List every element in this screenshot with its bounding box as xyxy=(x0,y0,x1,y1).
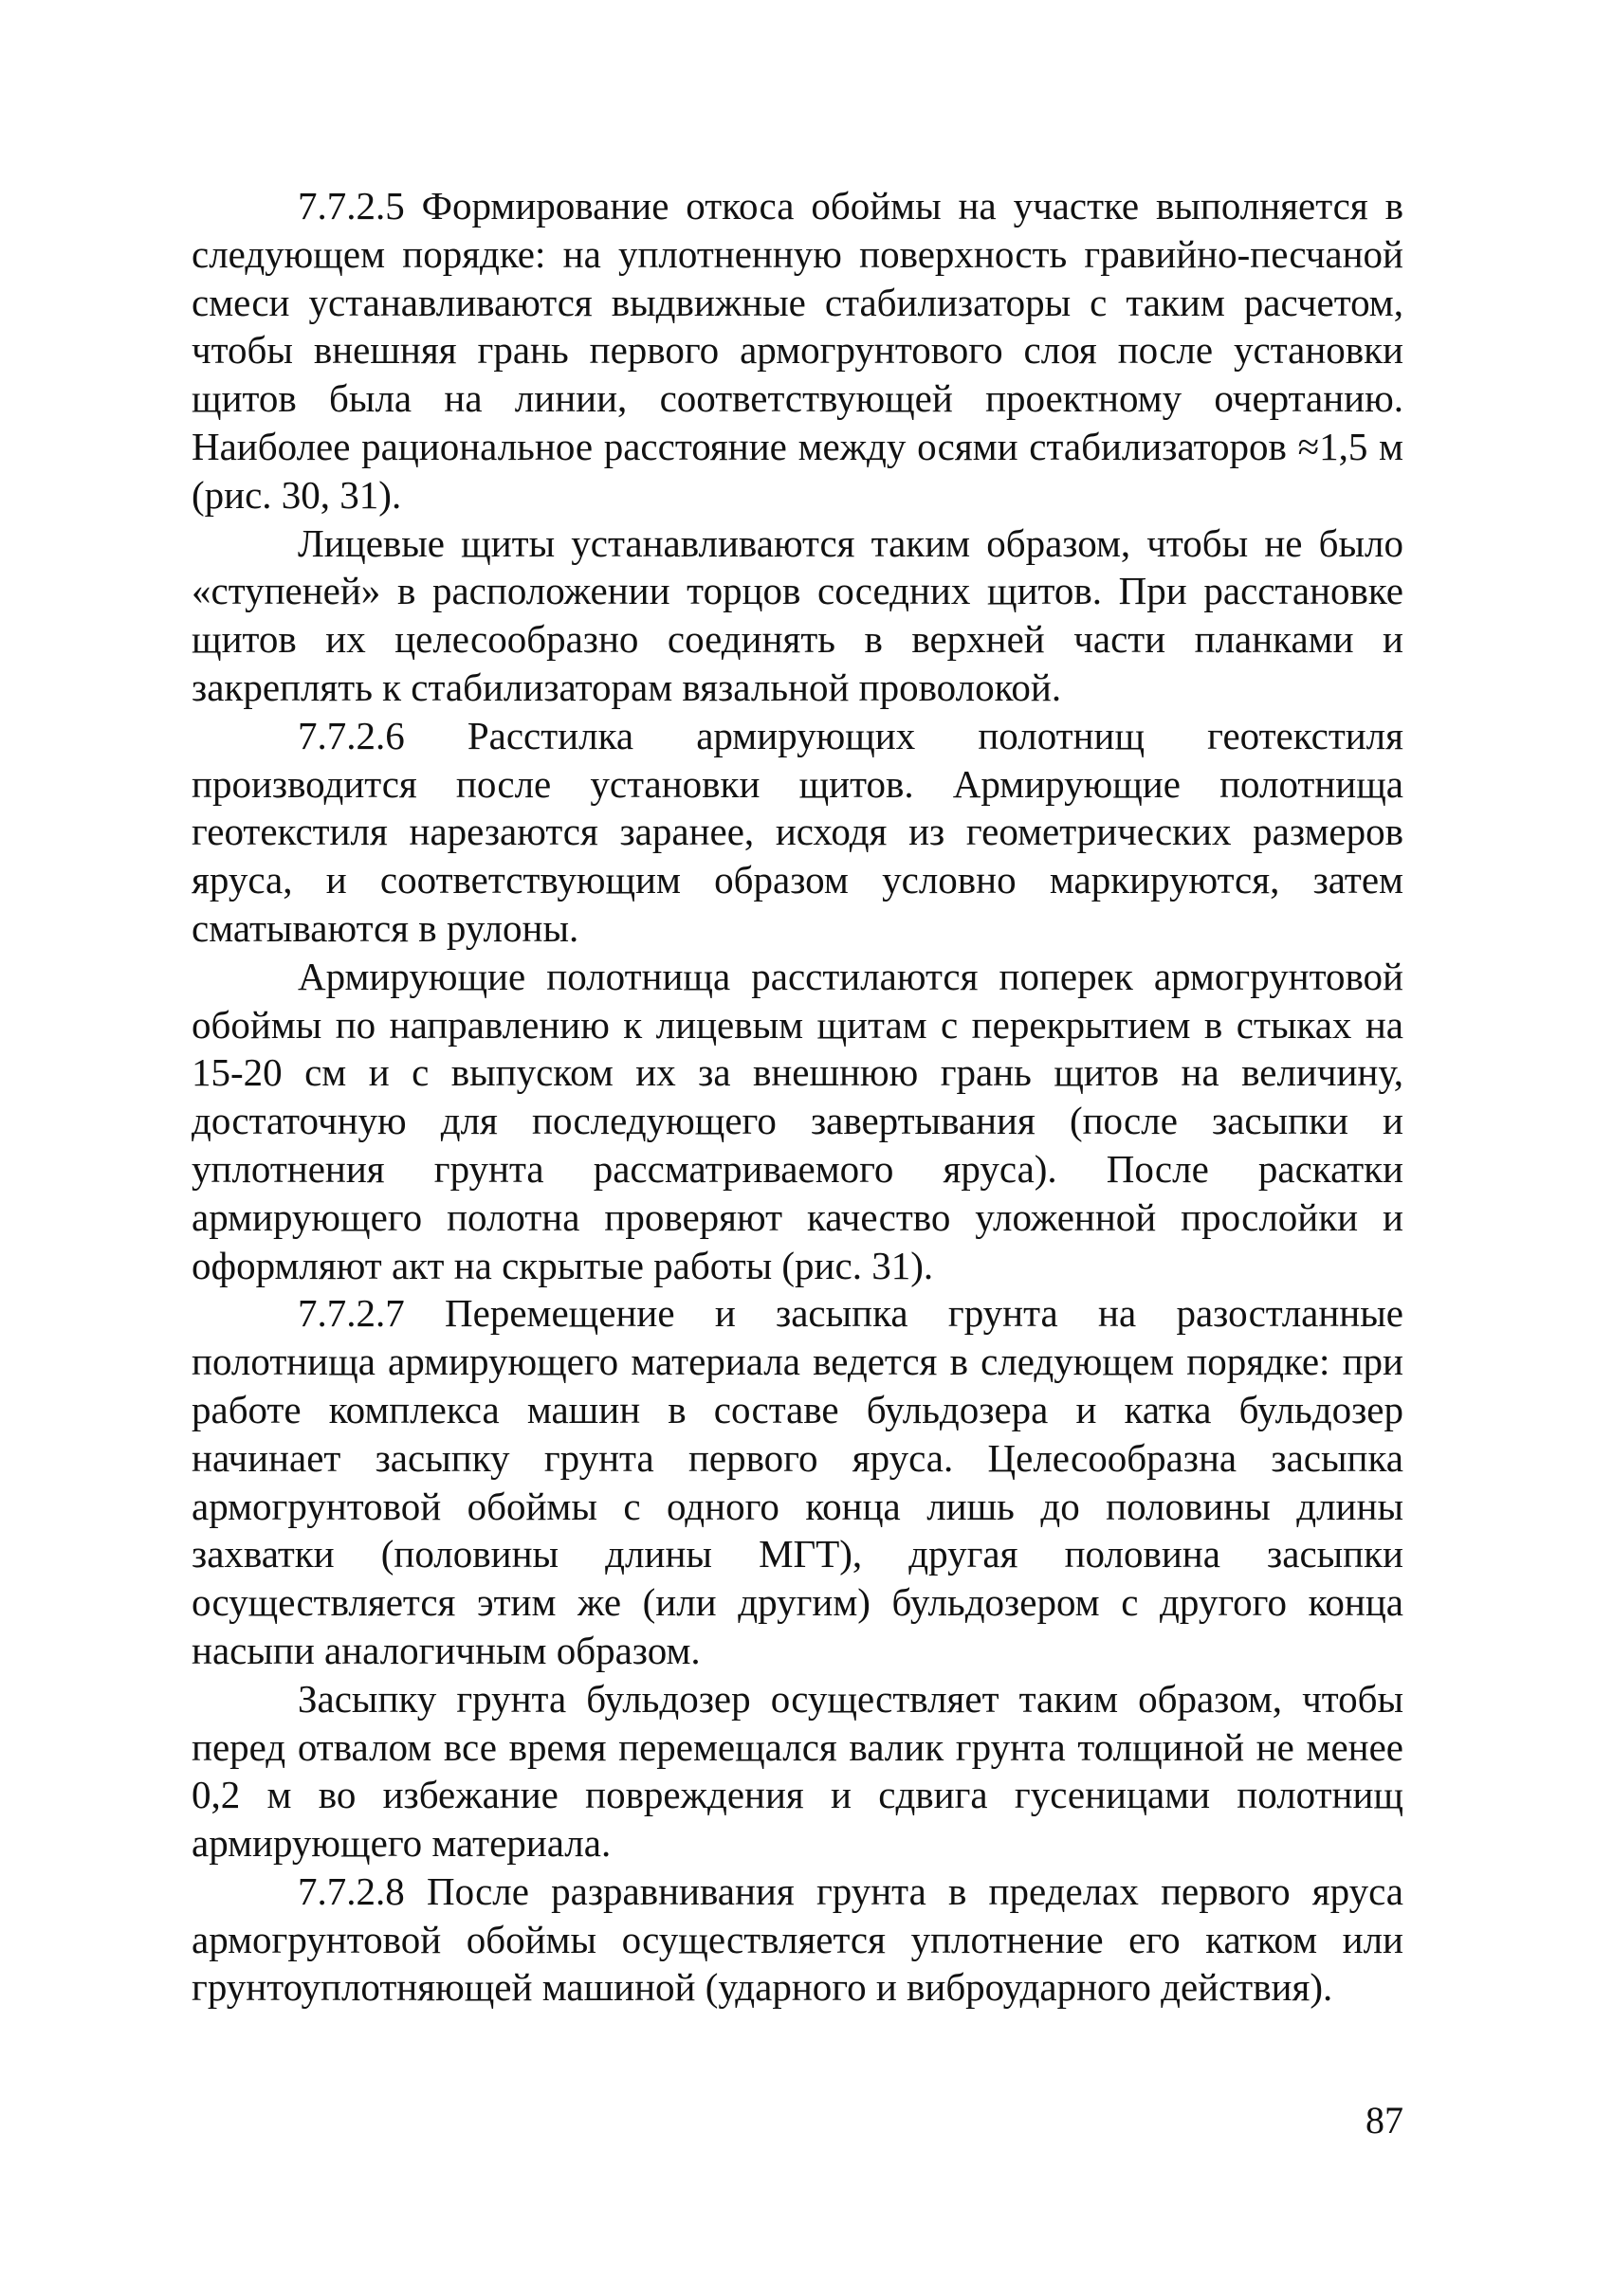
paragraph-7-7-2-6: 7.7.2.6 Расстилка армирующих полотнищ геотекстиля производится после установки щитов. Армирующие полотнища геотекстиля нарезаются заранее, исходя из геометрических размеров яруса, и соответствующим образом условно маркируются, затем сматываются в рулоны. xyxy=(192,713,1403,950)
paragraph-7-7-2-7: 7.7.2.7 Перемещение и засыпка грунта на разостланные полотнища армирующего материала ведется в следующем порядке: при работе комплекса машин в составе бульдозера и катка бульдозер начинает засыпку грунта первого яруса. Целесообразна засыпка армогрунтовой обоймы с одного конца лишь до половины длины захватки (половины длины МГТ), другая половина засыпки осуществляется этим же (или другим) бульдозером с другого конца насыпи аналогичным образом. xyxy=(192,1291,1403,1672)
paragraph-bulldozer-backfill: Засыпку грунта бульдозер осуществляет таким образом, чтобы перед отвалом все время перемещался валик грунта толщиной не менее 0,2 м во избежание повреждения и сдвига гусеницами полотнищ армирующего материала. xyxy=(192,1676,1403,1866)
page-number: 87 xyxy=(1366,2099,1403,2141)
body-text xyxy=(192,182,1403,2012)
paragraph-7-7-2-8: 7.7.2.8 После разравнивания грунта в пределах первого яруса армогрунтовой обоймы осуществляется уплотнение его катком или грунтоуплотняющей машиной (ударного и виброударного действия). xyxy=(192,1868,1403,2010)
paragraph-reinforcing-sheets: Армирующие полотнища расстилаются поперек армогрунтовой обоймы по направлению к лицевым щитам с перекрытием в стыках на 15-20 см и с выпуском их за внешнюю грань щитов на величину, достаточную для последующего завертывания (после засыпки и уплотнения грунта рассматриваемого яруса). После раскатки армирующего полотна проверяют качество уложенной прослойки и оформляют акт на скрытые работы (рис. 31). xyxy=(192,954,1403,1287)
paragraph-facing-panels: Лицевые щиты устанавливаются таким образом, чтобы не было «ступеней» в расположении торцов соседних щитов. При расстановке щитов их целесообразно соединять в верхней части планками и закреплять к стабилизаторам вязальной проволокой. xyxy=(192,520,1403,709)
paragraph-7-7-2-5: 7.7.2.5 Формирование откоса обоймы на участке выполняется в следующем порядке: на уплотненную поверхность гравийно-песчаной смеси устанавливаются выдвижные стабилизаторы с таким расчетом, чтобы внешняя грань первого армогрунтового слоя после установки щитов была на линии, соответствующей проектному очертанию. Наиболее рациональное расстояние между осями стабилизаторов ≈1,5 м (рис. 30, 31). xyxy=(192,184,1403,517)
